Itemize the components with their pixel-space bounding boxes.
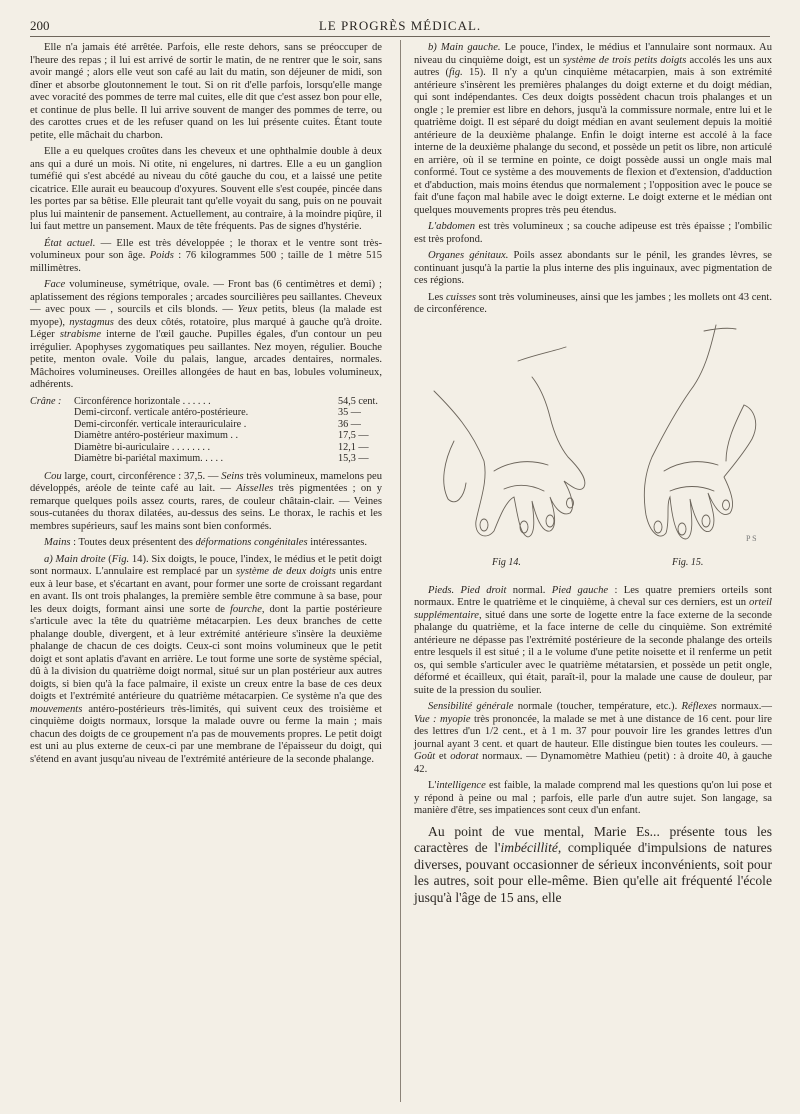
- hands-illustration: [414, 321, 772, 579]
- left-column: [30, 42, 382, 770]
- right-hand-outline: [434, 377, 585, 537]
- skull-label: Crâne :: [30, 395, 62, 407]
- nail: [654, 521, 662, 533]
- measure-name: Diamètre bi-pariétal maximum. . . . .: [74, 453, 224, 464]
- measure-name: Diamètre antéro-postérieur maximum . .: [74, 430, 239, 441]
- wrist-line: [518, 347, 566, 361]
- left-thumb: [726, 405, 744, 461]
- measure-value: 12,1 —: [338, 441, 369, 453]
- nail: [546, 515, 554, 527]
- nail: [520, 521, 528, 533]
- left-hand-crease: [664, 461, 718, 470]
- paragraph-main-gauche: b) Main gauche. Le pouce, l'index, le médius et l'annulaire sont normaux. Au niveau du cinquième doigt, est un système de trois petits doigts accolés les uns aux autres (fig. 15). Il n'y a qu'un cinquième métacarpien, mais à son extrémité antérieure s'insèrent les premières phalanges du doigt externe et du doigt médian, qui sont indépendantes. Ces deux doigts possèdent chacun trois phalanges et un ongle ; le premier est libre en dehors, jusqu'à la commissure normale, entre lui et le quatrième doigt. Il est séparé du doigt médian en avant seulement depuis la moitié antérieure de la deuxième phalange. Enfin le doigt interne est accolé à la face interne de la deuxième phalange du second, et possède un petit os libre, non articulé en arrière, où il se termine en pointe, ce doigt possède aussi un ongle mais mal conformé. Tout ce système a des mouvements de flexion et d'extension, d'adduction et d'abduction, mais moins étendus que normalement ; l'opposition avec le pouce se fait d'une façon mal habile avec le doigt externe. Le doigt externe et le médian ont quelques mouvements propres très peu étendus.: [414, 42, 772, 216]
- page-number: 200: [30, 18, 50, 33]
- engraver-signature: P S: [746, 533, 757, 543]
- journal-title: LE PROGRÈS MÉDICAL.: [318, 18, 482, 33]
- paragraph-mains: Mains : Toutes deux présentent des déformations congénitales intéressantes.: [44, 537, 368, 548]
- paragraph-face: Face volumineuse, symétrique, ovale. — Front bas (6 centimètres et demi) ; aplatissement des régions temporales ; arcades sourcilières peu saillantes. Cheveux — avec poux — , sourcils et cils blonds. — Yeux petits, bleus (la malade est myope), nystagmus des deux côtés, rotatoire, plus marqué à gauche qu'à droite. Léger strabisme interne de l'œil gauche. Pupilles égales, d'un contour un peu irrégulier. Apophyses zygomatiques peu saillantes. Nez moyen, régulier. Bouche petite, menton ovale. Voile du palais, langue, arcades dentaires, normales. Mâchoires volumineuses. Oreilles allongées de haut en bas, lobules volumineux, adhérents.: [30, 279, 383, 390]
- page-header: [30, 16, 770, 37]
- paragraph-abdomen: L'abdomen est très volumineux ; sa couche adipeuse est très épaisse ; l'ombilic est très profond.: [414, 221, 772, 245]
- paragraph-intelligence: L'intelligence est faible, la malade comprend mal les questions qu'on lui pose et y répond à peine ou mal ; parfois, elle parle d'un autre sujet. Son langage, sa manière d'être, ses impatiences sont ceux d'un enfant.: [414, 780, 772, 816]
- paragraph-main-droite: a) Main droite (Fig. 14). Six doigts, le pouce, l'index, le médius et le petit doigt sont normaux. L'annulaire est remplacé par un système de deux doigts unis entre eux à leur base, et s'écartant en avant, pour former une sorte de croissant regardant en avant. Ils ont trois phalanges, la première semble être commune à sa base, pour les deux doigts, formant ainsi une sorte de fourche, dont la partie postérieure s'articule avec la tête du quatrième métacarpien. Les deux branches de cette phalange double, divergent, et à leur extrémité antérieure s'insère la deuxième phalange de chacun de ces doigts. Ceux-ci sont moins volumineux que le petit doigt et sont aplatis d'avant en arrière. Le tout forme une sorte de système spécial, dû à la division du quatrième doigt normal, situé sur un plan postérieur aux autres doigts, si bien qu'à la face palmaire, il existe un creux entre la base de ces deux doigts et l'extrémité antérieure du quatrième métacarpien. Ce système n'a que des mouvements antéro-postérieurs très-limités, qui suivent ceux des troisième et cinquième doigts normaux, lorsque la malade ouvre ou ferme la main ; mais chacun des doigts de ce groupement n'a pas de mouvements propres. Le petit doigt est uni au plus externe de ceux-ci par une membrane de l'épaisseur du doigt, qui s'étend en avant jusqu'au niveau de l'extrémité antérieure de la seconde phalange.: [30, 553, 383, 765]
- nail: [702, 515, 710, 527]
- measure-name: Demi-circonfér. verticale interauriculaire .: [74, 418, 247, 430]
- paragraph-pieds: Pieds. Pied droit normal. Pied gauche : Les quatre premiers orteils sont normaux. Entre le quatrième et le cinquième, à cheval sur ces derniers, est un orteil supplémentaire, situé dans une sorte de logette entre la face externe de la seconde phalange du quatrième, et la face interne de celle du cinquième. Son extrémité antérieure ne dépasse pas l'extrémité postérieure de la seconde phalange des orteils entre lesquels il est situé ; il a le volume d'une petite noisette et il renferme un petit os, qui semble s'articuler avec le quatrième métatarsien, et possède un petit ongle, déformé et écailleux, qui était, paraît-il, pour la malade une cause de douleur, par suite de la pression du soulier.: [414, 584, 772, 696]
- paragraph-etat-actuel: État actuel. — Elle est très développée ; le thorax et le ventre sont très-volumineux pour son âge. Poids : 76 kilogrammes 500 ; taille de 1 mètre 515 millimètres.: [30, 237, 382, 274]
- paragraph: Elle n'a jamais été arrêtée. Parfois, elle reste dehors, sans se préoccuper de l'heure des repas ; il lui est arrivé de sortir le matin, de ne rentrer que le soir, sans avoir mangé ; alors elle veut son café au lait du matin, son déjeuner de midi, son dîner et absorbe gloutonnement le tout. Si on rit d'elle parfois, lorsqu'elle mange avec voracité des pommes de terre mal cuites, elle dit que c'est assez bon pour elle, et continue de plus belle. Il lui arrive souvent de manger des pommes de terre, ou des carottes crues et de les refuser quand on les lui présente cuites. Étant toute petite, elle mâchait du charbon.: [30, 42, 382, 141]
- measure-name: Circonférence horizontale . . . . . .: [74, 395, 211, 407]
- paragraph-organes: Organes génitaux. Poils assez abondants sur le pénil, les grandes lèvres, se continuant jusqu'à la partie la plus interne des plis inguinaux, avec pigmentation de ces régions.: [414, 250, 772, 286]
- wrist-line: [704, 328, 736, 331]
- measure-name: Demi-circonf. verticale antéro-postérieure.: [74, 407, 249, 418]
- table-row: [30, 430, 382, 442]
- measure-value: 35 —: [338, 407, 361, 418]
- measure-name: Diamètre bi-auriculaire . . . . . . . .: [74, 441, 211, 453]
- paragraph-cuisses: Les cuisses sont très volumineuses, ainsi que les jambes ; les mollets ont 43 cent. de circonférence.: [414, 291, 772, 315]
- table-row: [30, 453, 382, 465]
- measure-value: 15,3 —: [338, 453, 369, 464]
- paragraph-sensibilite: Sensibilité générale normale (toucher, température, etc.). Réflexes normaux.— Vue : myopie très prononcée, la malade se met à une distance de 16 cent. pour lire des lettres d'un 1/2 cent., et à 1 m. 37 pour pouvoir lire les grandes lettres d'un journal ayant 3 cent. et quart de hauteur. Elle distingue bien toutes les couleurs. — Goût et odorat normaux. — Dynamomètre Mathieu (petit) : à droite 40, à gauche 42.: [414, 701, 772, 775]
- paragraph-cou: Cou large, court, circonférence : 37,5. — Seins très volumineux, mamelons peu développés, aréole de teinte café au lait. — Aisselles très pigmentées ; on y remarque quelques poils assez courts, rares, de couleur châtain-clair. — Veines sous-cutanées du thorax dilatées, au-dessus des seins. Le thorax, le rachis et les membres supérieurs, sauf les mains sont bien conformés.: [30, 470, 382, 532]
- table-row: [30, 407, 382, 419]
- right-column: [414, 42, 772, 910]
- nail: [480, 519, 488, 531]
- right-hand-crease: [504, 485, 544, 491]
- left-hand-crease: [670, 486, 714, 491]
- hands-figure: [414, 321, 772, 579]
- paragraph-mental: Au point de vue mental, Marie Es... présente tous les caractères de l'imbécillité, compliquée d'impulsions de natures diverses, pouvant occasionner de sérieux inconvénients, soit pour les autres, soit pour elle-même. Bien qu'elle ait fréquenté l'école jusqu'à l'âge de 15 ans, elle: [414, 823, 772, 905]
- table-row: [30, 442, 382, 454]
- right-hand-crease: [494, 461, 548, 470]
- skull-measurements-table: [30, 396, 382, 465]
- right-thumb: [444, 441, 466, 502]
- nail: [678, 523, 686, 535]
- figure-caption: Fig 14.: [492, 556, 521, 568]
- paragraph: Elle a eu quelques croûtes dans les cheveux et une ophthalmie double à deux ans qui a duré un mois. Ni otite, ni engelures, ni dartres. Elle a eu un ganglion tuméfié qui s'est abcédé au niveau du côté gauche du cou, et a laissé une petite cicatrice. Elle aurait eu beaucoup d'oxyures. Souvent elle s'est coupée, pincée dans les portes par sa bêtise. Elle pleurait tant qu'elle voyait du sang, puis on ne pouvait plus lui maintenir de pansement. Actuellement, au contraire, à la moindre piqûre, il lui faut mettre un pansement. Maux de tête fréquents. Pas de signes d'hystérie.: [30, 146, 382, 232]
- measure-value: 54,5 cent.: [338, 395, 378, 407]
- table-row: [30, 419, 382, 431]
- left-hand-outline: [644, 325, 755, 539]
- nail: [723, 500, 730, 510]
- table-row: [30, 396, 382, 408]
- measure-value: 36 —: [338, 418, 361, 430]
- measure-value: 17,5 —: [338, 430, 369, 441]
- column-divider: [400, 40, 401, 1102]
- figure-caption: Fig. 15.: [672, 556, 704, 568]
